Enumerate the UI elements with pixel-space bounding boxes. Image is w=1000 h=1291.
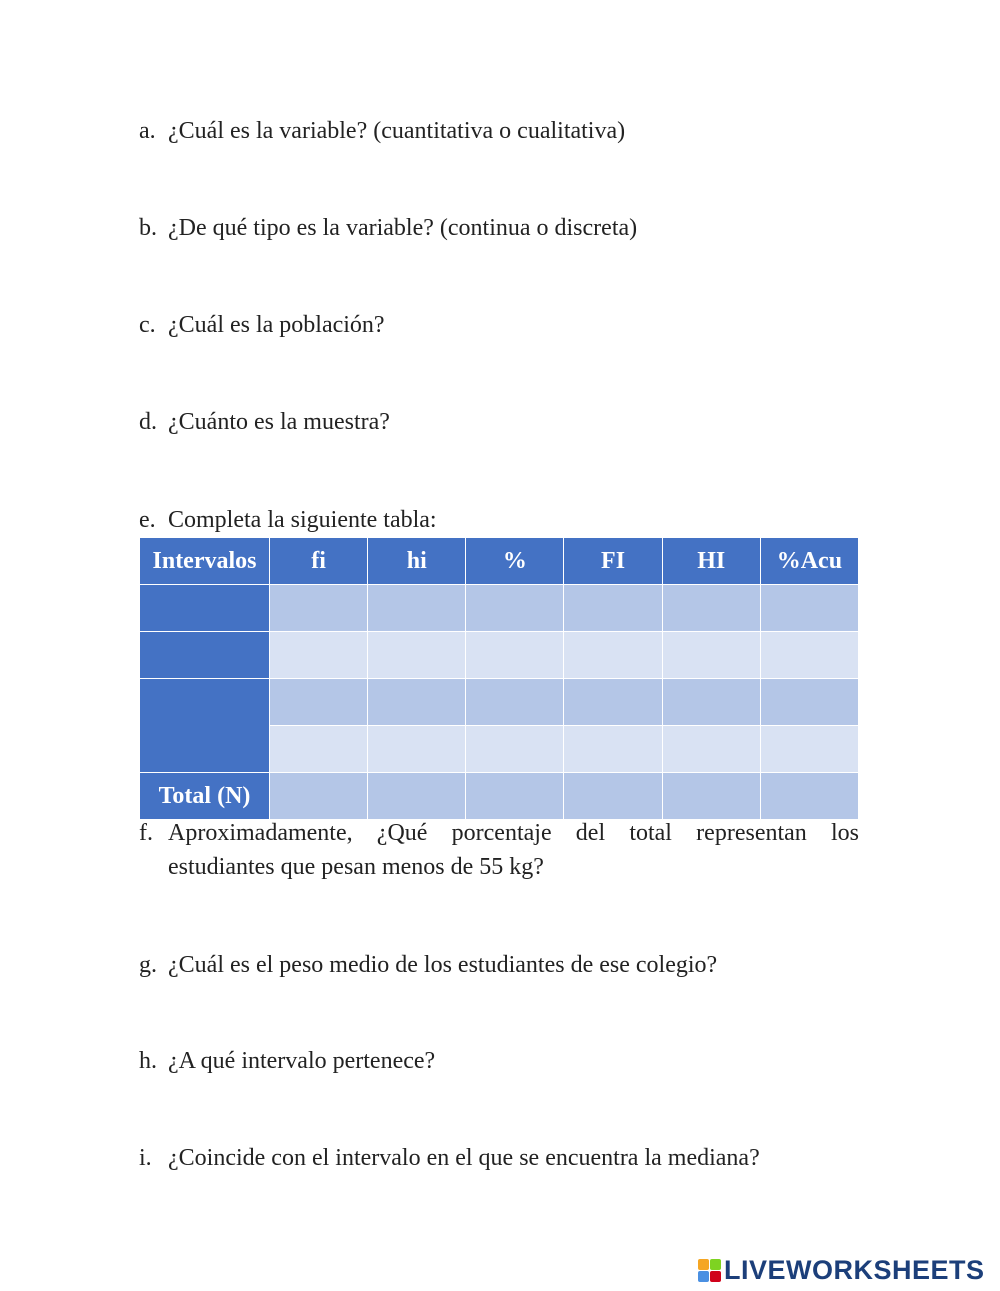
question-text: ¿Cuál es la población? bbox=[168, 312, 385, 338]
question-label: b. bbox=[139, 215, 157, 241]
answer-cell[interactable] bbox=[564, 585, 662, 632]
question-e bbox=[139, 503, 859, 537]
answer-cell[interactable] bbox=[662, 632, 760, 679]
question-d bbox=[139, 405, 859, 439]
header-intervalos: Intervalos bbox=[140, 538, 270, 585]
answer-cell[interactable] bbox=[564, 773, 662, 820]
answer-cell[interactable] bbox=[760, 679, 858, 726]
answer-cell[interactable] bbox=[662, 773, 760, 820]
answer-cell[interactable] bbox=[760, 585, 858, 632]
interval-input-cell[interactable] bbox=[140, 632, 270, 679]
question-h bbox=[139, 1044, 859, 1078]
question-text: ¿Cuál es la variable? (cuantitativa o cualitativa) bbox=[168, 118, 626, 144]
answer-cell[interactable] bbox=[466, 679, 564, 726]
answer-cell[interactable] bbox=[564, 632, 662, 679]
liveworksheets-logo bbox=[698, 1255, 985, 1286]
question-f-continuation: estudiantes que pesan menos de 55 kg? bbox=[168, 854, 544, 880]
question-c bbox=[139, 308, 859, 342]
question-label: a. bbox=[139, 118, 156, 144]
header-hi: hi bbox=[368, 538, 466, 585]
table-row bbox=[140, 632, 859, 679]
question-label: i. bbox=[139, 1145, 152, 1171]
question-label: e. bbox=[139, 507, 156, 533]
header-HI: HI bbox=[662, 538, 760, 585]
answer-cell[interactable] bbox=[466, 632, 564, 679]
header-fi: fi bbox=[270, 538, 368, 585]
answer-cell[interactable] bbox=[662, 726, 760, 773]
question-text: ¿Cuál es el peso medio de los estudiantes de ese colegio? bbox=[168, 952, 718, 978]
answer-cell[interactable] bbox=[368, 679, 466, 726]
answer-cell[interactable] bbox=[368, 773, 466, 820]
question-f bbox=[139, 816, 859, 850]
question-text: ¿Coincide con el intervalo en el que se encuentra la mediana? bbox=[168, 1145, 760, 1171]
answer-cell[interactable] bbox=[368, 632, 466, 679]
answer-cell[interactable] bbox=[368, 585, 466, 632]
answer-cell[interactable] bbox=[466, 773, 564, 820]
total-row bbox=[140, 773, 859, 820]
answer-cell[interactable] bbox=[564, 679, 662, 726]
table-row bbox=[140, 679, 859, 726]
question-text: ¿Cuánto es la muestra? bbox=[168, 409, 390, 435]
question-text: ¿De qué tipo es la variable? (continua o discreta) bbox=[168, 215, 638, 241]
question-text: Completa la siguiente tabla: bbox=[168, 507, 437, 533]
question-label: d. bbox=[139, 409, 157, 435]
logo-wordmark: LIVEWORKSHEETS bbox=[724, 1255, 985, 1285]
answer-cell[interactable] bbox=[270, 726, 368, 773]
question-i bbox=[139, 1141, 859, 1175]
frequency-table bbox=[139, 537, 859, 820]
header-percent-acu: %Acu bbox=[760, 538, 858, 585]
answer-cell[interactable] bbox=[270, 773, 368, 820]
header-FI: FI bbox=[564, 538, 662, 585]
question-label: h. bbox=[139, 1048, 157, 1074]
interval-input-cell[interactable] bbox=[140, 679, 270, 773]
question-a bbox=[139, 114, 859, 148]
answer-cell[interactable] bbox=[368, 726, 466, 773]
interval-input-cell[interactable] bbox=[140, 585, 270, 632]
question-b bbox=[139, 211, 859, 245]
question-g bbox=[139, 948, 859, 982]
answer-cell[interactable] bbox=[564, 726, 662, 773]
answer-cell[interactable] bbox=[662, 585, 760, 632]
question-label: c. bbox=[139, 312, 156, 338]
question-label: f. bbox=[139, 820, 153, 846]
answer-cell[interactable] bbox=[760, 726, 858, 773]
answer-cell[interactable] bbox=[466, 726, 564, 773]
answer-cell[interactable] bbox=[466, 585, 564, 632]
answer-cell[interactable] bbox=[760, 632, 858, 679]
question-text: ¿A qué intervalo pertenece? bbox=[168, 1048, 436, 1074]
answer-cell[interactable] bbox=[270, 585, 368, 632]
table-header-row bbox=[140, 538, 859, 585]
total-label: Total (N) bbox=[140, 773, 270, 820]
header-percent: % bbox=[466, 538, 564, 585]
answer-cell[interactable] bbox=[662, 679, 760, 726]
question-label: g. bbox=[139, 952, 157, 978]
table-row bbox=[140, 585, 859, 632]
logo-mark-icon bbox=[698, 1259, 721, 1282]
answer-cell[interactable] bbox=[270, 679, 368, 726]
answer-cell[interactable] bbox=[270, 632, 368, 679]
answer-cell[interactable] bbox=[760, 773, 858, 820]
question-text: Aproximadamente, ¿Qué porcentaje del total representan los bbox=[168, 820, 859, 846]
